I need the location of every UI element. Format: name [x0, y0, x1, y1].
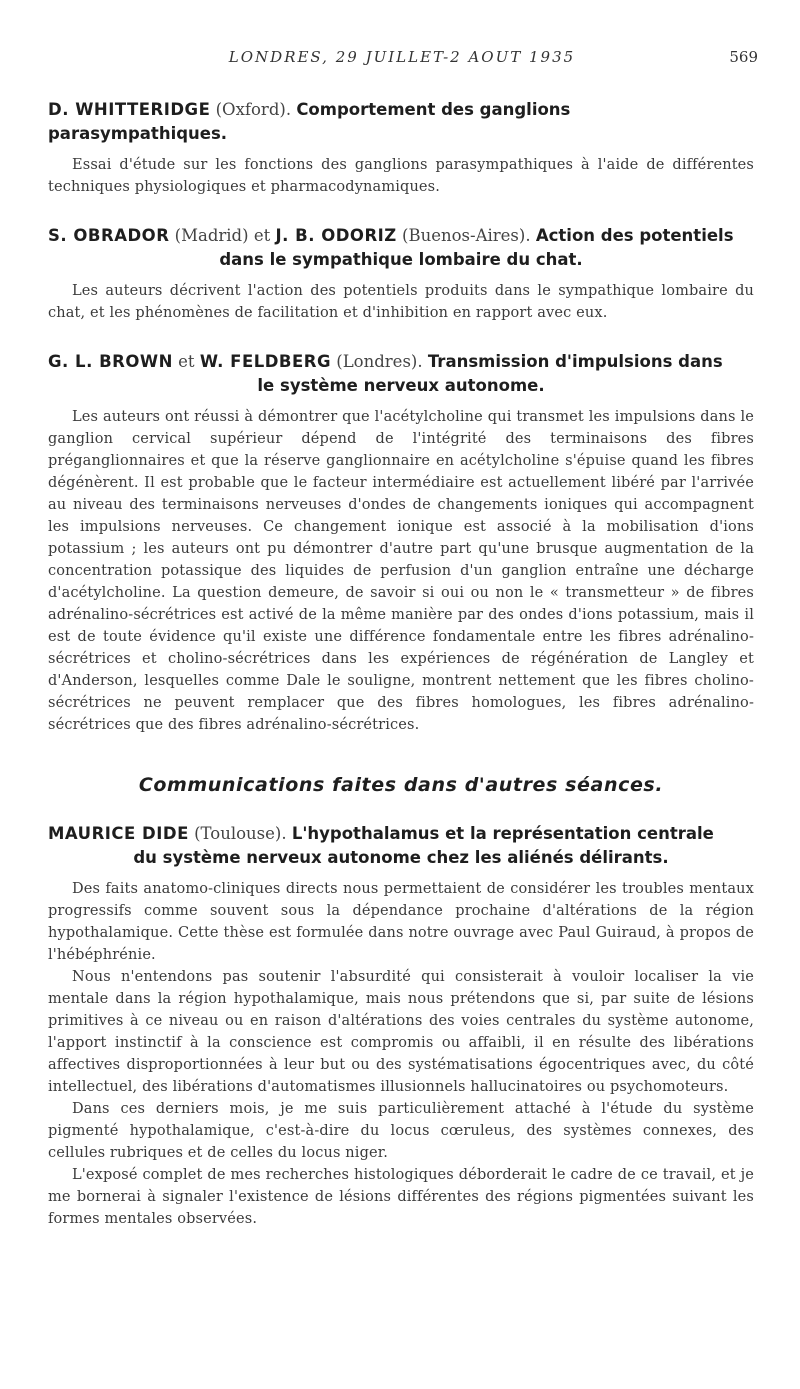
- page-content: [48, 98, 754, 1256]
- page-number: 569: [729, 48, 758, 66]
- abstract-paragraph: Les auteurs ont réussi à démontrer que l'acétylcholine qui transmet les impulsions dans le ganglion cervical supérieur dépend de l'intégrité des terminaisons des fibres préganglionnaires et que la réserve ganglionnaire en acétylcholine s'épuise quand les fibres dégénèrent. Il est probable que le facteur intermédiaire est actuellement libéré par l'arrivée au niveau des terminaisons nerveuses d'ondes de changements ioniques qui accompagnent les impulsions nerveuses. Ce changement ionique est associé à la mobilisation d'ions potassium ; les auteurs ont pu démontrer d'autre part qu'une brusque augmentation de la concentration potassique des liquides de perfusion d'un ganglion entraîne une décharge d'acétylcholine. La question demeure, de savoir si oui ou non le « transmetteur » de fibres adrénalino-sécrétrices est activé de la même manière par des ondes d'ions potassium, mais il est de toute évidence qu'il existe une différence fondamentale entre les fibres adrénalino-sécrétrices et cholino-sécrétrices dans les expériences de régénération de Langley et d'Anderson, lesquelles comme Dale le souligne, montrent nettement que les fibres cholino-sécrétrices ne peuvent remplacer que des fibres homologues, les fibres adrénalino-sécrétrices que des fibres adrénalino-sécrétrices.: [48, 409, 754, 733]
- author-conjunction: et: [178, 352, 195, 371]
- abstract-paragraph: Nous n'entendons pas soutenir l'absurdité qui consisterait à vouloir localiser la vie mentale dans la région hypothalamique, mais nous prétendons que si, par suite de lésions primitives à ce niveau ou en raison d'altérations des voies centrales du système autonome, l'apport instinctif à la conscience est compromis ou affaibli, il en résulte des libérations affectives disproportionnées à leur but ou des systématisations égocentriques avec, du côté intellectuel, des libérations d'automatismes illusionnels hallucinatoires ou psychomoteurs.: [48, 969, 754, 1095]
- abstract-title-line1: Transmission d'impulsions dans: [427, 352, 723, 371]
- author-affiliation: (Londres).: [336, 352, 423, 371]
- author-name: W. FELDBERG: [199, 352, 332, 371]
- abstract-heading: [48, 224, 754, 272]
- author-name: G. L. BROWN: [48, 352, 173, 371]
- section-title: Communications faites dans d'autres séances.: [138, 774, 664, 796]
- abstract-title: Comportement des ganglions parasympathiques.: [48, 100, 571, 143]
- abstract-paragraph: Dans ces derniers mois, je me suis particulièrement attaché à l'étude du système pigmenté hypothalamique, c'est-à-dire du locus cœruleus, des systèmes connexes, des cellules rubriques et de celles du locus niger.: [48, 1101, 754, 1161]
- abstract-title-line2: du système nerveux autonome chez les aliénés délirants.: [133, 848, 669, 867]
- author-name: S. OBRADOR: [48, 226, 170, 245]
- abstract-title-line1: L'hypothalamus et la représentation centrale: [291, 824, 714, 843]
- abstract-title-line2: dans le sympathique lombaire du chat.: [219, 250, 583, 269]
- abstract-title-line1: Action des potentiels: [535, 226, 734, 245]
- abstract-paragraph: L'exposé complet de mes recherches histologiques déborderait le cadre de ce travail, et je me bornerai à signaler l'existence de lésions différentes des régions pigmentées suivant les formes mentales observées.: [48, 1167, 754, 1227]
- running-head-title: LONDRES, 29 JUILLET-2 AOUT 1935: [228, 48, 576, 66]
- abstract-heading: [48, 98, 754, 146]
- abstract-brown-feldberg: [48, 350, 754, 736]
- abstract-title-line2: le système nerveux autonome.: [257, 376, 545, 395]
- author-conjunction: et: [253, 226, 271, 245]
- author-affiliation: (Toulouse).: [194, 824, 287, 843]
- author-affiliation: (Madrid): [174, 226, 249, 245]
- abstract-dide: [48, 822, 754, 1230]
- author-affiliation: (Oxford).: [215, 100, 292, 119]
- author-affiliation: (Buenos-Aires).: [402, 226, 531, 245]
- abstract-obrador-odoriz: [48, 224, 754, 324]
- abstract-paragraph: Des faits anatomo-cliniques directs nous permettaient de considérer les troubles mentaux progressifs comme souvent sous la dépendance prochaine d'altérations de la région hypothalamique. Cette thèse est formulée dans notre ouvrage avec Paul Guiraud, à propos de l'hébéphrénie.: [48, 881, 754, 963]
- author-name: MAURICE DIDE: [48, 824, 189, 843]
- running-head: [46, 48, 758, 72]
- author-name: D. WHITTERIDGE: [48, 100, 211, 119]
- abstract-heading: [48, 822, 754, 870]
- abstract-paragraph: Les auteurs décrivent l'action des potentiels produits dans le sympathique lombaire du chat, et les phénomènes de facilitation et d'inhibition en rapport avec eux.: [48, 283, 754, 321]
- abstract-whitteridge: [48, 98, 754, 198]
- abstract-paragraph: Essai d'étude sur les fonctions des ganglions parasympathiques à l'aide de différentes techniques physiologiques et pharmacodynamiques.: [48, 157, 754, 195]
- abstract-heading: [48, 350, 754, 398]
- author-name: J. B. ODORIZ: [275, 226, 397, 245]
